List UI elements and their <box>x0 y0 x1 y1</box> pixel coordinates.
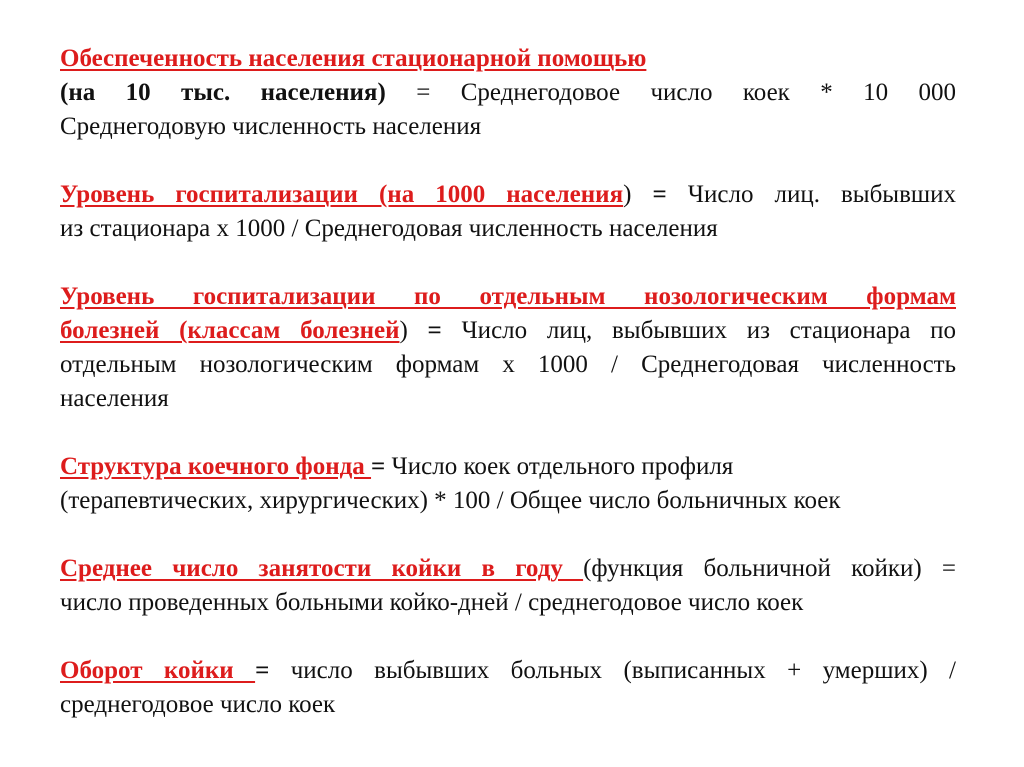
formula-operator: = <box>371 453 386 480</box>
formula-hospitalization-rate <box>60 178 956 246</box>
formula-title: болезней (классам болезней <box>60 317 400 344</box>
formula-title: Среднее число занятости койки в году <box>60 555 584 582</box>
formula-text: среднегодовое число коек <box>60 691 336 718</box>
formula-operator: = <box>416 79 431 106</box>
formula-text: (функция больничной койки) = <box>583 555 957 582</box>
formula-text: Число лиц. выбывших <box>687 181 957 208</box>
formula-text: число выбывших больных (выписанных + умерших) / <box>290 657 957 684</box>
formula-title: Структура коечного фонда <box>60 453 372 480</box>
formula-title: Уровень госпитализации (на 1000 населения <box>60 181 624 208</box>
formula-title: Уровень госпитализации по отдельным нозологическим формам <box>60 283 956 310</box>
formula-operator: = <box>652 181 667 208</box>
formula-title: Обеспеченность населения стационарной помощью <box>60 45 647 72</box>
formula-hospitalization-by-nosology <box>60 280 956 416</box>
formula-bed-turnover <box>60 654 956 722</box>
formula-text: населения <box>60 385 169 412</box>
formula-operator: = <box>255 657 270 684</box>
formula-title-close: ) <box>623 181 632 208</box>
formula-title: Оборот койки <box>60 657 256 684</box>
formula-qualifier: (на 10 тыс. населения) <box>60 79 386 106</box>
formula-text: число проведенных больными койко-дней / среднегодовое число коек <box>60 589 804 616</box>
formula-numerator: Среднегодовое число коек * 10 000 <box>460 79 957 106</box>
formula-bed-occupancy <box>60 552 956 620</box>
formula-text: Число лиц, выбывших из стационара по <box>461 317 956 344</box>
formula-denominator: Среднегодовую численность населения <box>60 113 482 140</box>
formula-text: Число коек отдельного профиля <box>391 453 734 480</box>
formula-operator: = <box>427 317 442 344</box>
formula-bed-provision <box>60 42 956 144</box>
formula-text: из стационара х 1000 / Среднегодовая численность населения <box>60 215 718 242</box>
formula-bed-fund-structure <box>60 450 956 518</box>
slide-content <box>60 42 956 722</box>
formula-title-close: ) <box>399 317 408 344</box>
formula-text: (терапевтических, хирургических) * 100 / Общее число больничных коек <box>60 487 841 514</box>
formula-text: отдельным нозологическим формам х 1000 / Среднегодовая численность <box>60 351 956 378</box>
